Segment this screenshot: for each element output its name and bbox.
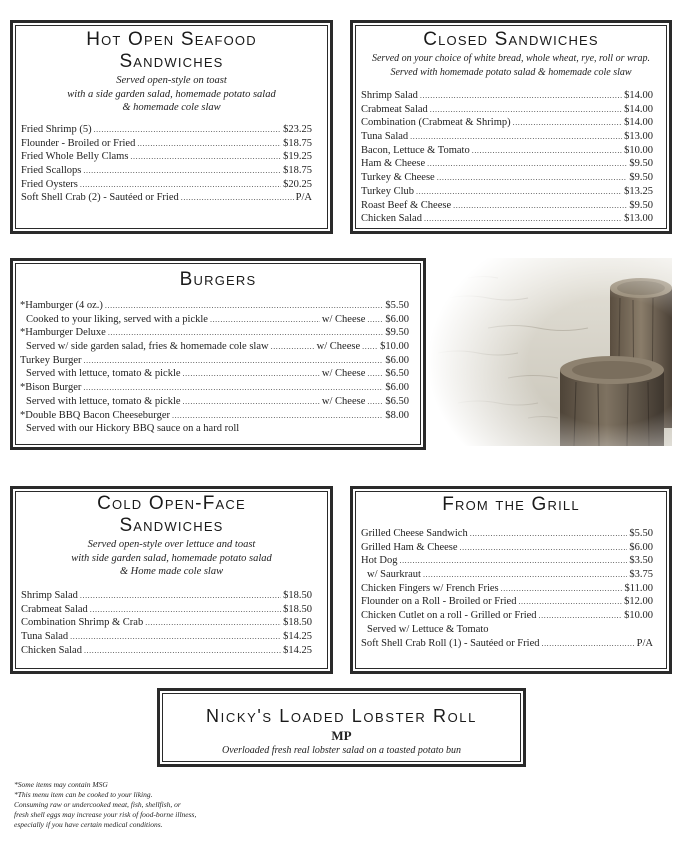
menu-item-price: $3.50	[629, 555, 653, 567]
section-subtitle: with side garden salad, homemade potato salad	[71, 552, 272, 564]
menu-item-name: Soft Shell Crab (2) - Sautéed or Fried	[21, 192, 179, 204]
footnote-line: especially if you have certain medical conditions.	[14, 820, 163, 829]
dot-leader	[501, 582, 623, 596]
menu-item-name: Served with lettuce, tomato & pickle	[26, 368, 181, 380]
dot-leader	[210, 313, 320, 327]
menu-item	[361, 103, 653, 117]
dot-leader	[367, 313, 383, 327]
menu-item-price: $18.50	[283, 590, 312, 601]
menu-item-list	[20, 299, 409, 436]
menu-item-name: Grilled Ham & Cheese	[361, 541, 458, 553]
dot-leader	[84, 354, 384, 368]
menu-item-price: $12.00	[624, 596, 653, 608]
menu-item-option: w/ Cheese	[316, 341, 361, 353]
menu-item	[20, 299, 409, 313]
menu-item-name: Fried Oysters	[21, 178, 78, 190]
menu-item-list	[21, 123, 312, 205]
menu-item	[21, 603, 312, 617]
menu-item-price: $11.00	[624, 582, 653, 594]
menu-item-price: $19.25	[283, 151, 312, 163]
dot-leader	[84, 644, 281, 658]
section-title: Sandwiches	[119, 51, 224, 72]
dot-leader	[424, 212, 622, 226]
menu-item	[361, 582, 653, 596]
menu-item-price: $18.75	[283, 137, 312, 149]
menu-item-price: $8.00	[385, 409, 409, 421]
menu-item	[361, 527, 653, 541]
menu-item	[361, 171, 653, 185]
menu-item-price: $13.25	[624, 185, 653, 197]
menu-item	[361, 212, 653, 226]
menu-item-name: Fried Shrimp (5)	[21, 124, 92, 135]
menu-item-price: $6.50	[385, 368, 409, 380]
menu-item-price: $14.00	[624, 103, 653, 115]
menu-item-name: Served with lettuce, tomato & pickle	[26, 395, 181, 407]
dot-leader	[420, 89, 622, 103]
menu-item-price: $9.50	[629, 172, 653, 184]
dot-leader	[541, 637, 634, 651]
section-subtitle: Served open-style on toast	[116, 75, 227, 86]
dot-leader	[460, 541, 628, 555]
dot-leader	[470, 527, 628, 541]
menu-item	[21, 150, 312, 164]
dot-leader	[137, 137, 281, 151]
dot-leader	[430, 103, 622, 117]
footnote-line: fresh shell eggs may increase your risk of food-borne illness,	[14, 810, 197, 819]
menu-item-price: $6.00	[385, 354, 409, 366]
menu-item-price: $13.00	[624, 131, 653, 143]
menu-item	[21, 137, 312, 151]
menu-item-name: Cooked to your liking, served with a pickle	[26, 313, 208, 325]
menu-item	[21, 616, 312, 630]
dot-leader	[427, 157, 627, 171]
menu-item-name: Chicken Salad	[21, 644, 82, 656]
menu-item-price: $9.50	[385, 327, 409, 339]
menu-item	[361, 185, 653, 199]
menu-item-name: Flounder - Broiled or Fried	[21, 137, 136, 149]
menu-item-price: $6.00	[385, 382, 409, 394]
menu-item-name: Hot Dog	[361, 555, 398, 567]
menu-item-name: Chicken Cutlet on a roll - Grilled or Fried	[361, 610, 537, 622]
menu-item-name: Tuna Salad	[361, 131, 409, 143]
dot-leader	[183, 367, 320, 381]
menu-item-name: Served with our Hickory BBQ sauce on a hard roll	[26, 423, 240, 435]
menu-item-name: Crabmeat Salad	[361, 103, 428, 115]
menu-item-price: $10.00	[380, 341, 409, 353]
menu-item	[361, 609, 653, 623]
menu-item-name: Chicken Salad	[361, 213, 422, 225]
footnote-line: *This menu item can be cooked to your liking.	[14, 790, 153, 799]
menu-item-list	[361, 527, 653, 650]
menu-item-price: $13.00	[624, 213, 653, 225]
section-subtitle: Served on your choice of white bread, whole wheat, rye, roll or wrap.	[371, 53, 651, 64]
menu-item	[361, 541, 653, 555]
section-title: From the Grill	[442, 494, 580, 515]
menu-item	[21, 630, 312, 644]
menu-item	[20, 395, 409, 409]
menu-item	[21, 589, 312, 603]
menu-item	[361, 157, 653, 171]
dot-leader	[437, 171, 628, 185]
menu-item	[21, 644, 312, 658]
menu-item	[21, 191, 312, 205]
from-the-grill-section	[350, 486, 672, 674]
dot-leader	[108, 326, 384, 340]
menu-item-name: Combination (Crabmeat & Shrimp)	[361, 117, 511, 129]
section-title: Hot Open Seafood	[86, 29, 257, 50]
menu-item	[361, 116, 653, 130]
menu-item-price: P/A	[295, 192, 312, 204]
menu-item-price: $5.50	[385, 300, 409, 311]
cold-open-face-section	[10, 486, 333, 674]
section-subtitle: & Home made cole slaw	[119, 566, 224, 577]
menu-item-list	[361, 89, 653, 226]
menu-item-price: $6.50	[385, 395, 409, 407]
section-subtitle: with a side garden salad, homemade potato salad	[67, 88, 276, 100]
menu-item-name: Shrimp Salad	[361, 90, 418, 101]
menu-item-name: Turkey & Cheese	[361, 172, 435, 184]
dot-leader	[80, 589, 281, 603]
pilings-photo	[428, 258, 672, 446]
menu-item-name: Combination Shrimp & Crab	[21, 617, 144, 629]
menu-item-name: Chicken Fingers w/ French Fries	[361, 582, 499, 594]
dot-leader	[453, 199, 627, 213]
menu-item	[21, 164, 312, 178]
menu-item-name: Bacon, Lettuce & Tomato	[361, 144, 470, 156]
menu-item	[361, 130, 653, 144]
menu-item-name: Turkey Club	[361, 185, 414, 197]
dot-leader	[145, 616, 281, 630]
lobster-roll-section	[157, 688, 526, 767]
footnote-line: Consuming raw or undercooked meat, fish, shellfish, or	[14, 800, 181, 809]
dot-leader	[410, 130, 622, 144]
menu-item-price: $14.00	[624, 90, 653, 101]
menu-item	[361, 144, 653, 158]
dot-leader	[94, 123, 282, 137]
menu-item-name: Shrimp Salad	[21, 590, 78, 601]
dot-leader	[83, 381, 383, 395]
menu-item-price: $18.50	[283, 603, 312, 615]
menu-item-name: Served w/ Lettuce & Tomato	[367, 623, 489, 635]
burgers-section	[10, 258, 426, 450]
menu-item	[361, 568, 653, 582]
menu-item-list	[21, 589, 312, 657]
dot-leader	[183, 395, 320, 409]
dot-leader	[518, 595, 622, 609]
menu-item	[20, 313, 409, 327]
dot-leader	[472, 144, 622, 158]
dot-leader	[399, 554, 627, 568]
lobster-roll-price: MP	[331, 728, 352, 743]
menu-item	[361, 595, 653, 609]
menu-item-option: w/ Cheese	[321, 395, 366, 407]
menu-item-price: $23.25	[283, 124, 312, 135]
menu-item	[361, 89, 653, 103]
section-title: Nicky's Loaded Lobster Roll	[206, 706, 477, 726]
menu-item-name: Flounder on a Roll - Broiled or Fried	[361, 596, 517, 608]
menu-item-name: *Hamburger (4 oz.)	[20, 300, 103, 311]
menu-item	[20, 354, 409, 368]
menu-item-name: Ham & Cheese	[361, 158, 426, 170]
menu-item-name: Fried Whole Belly Clams	[21, 151, 129, 163]
menu-item-option: w/ Cheese	[321, 313, 366, 325]
section-subtitle: Served open-style over lettuce and toast	[87, 539, 256, 550]
menu-item-price: $6.00	[385, 313, 409, 325]
menu-item-name: Soft Shell Crab Roll (1) - Sautéed or Fried	[361, 637, 540, 649]
section-title: Closed Sandwiches	[423, 29, 599, 50]
dot-leader	[271, 340, 315, 354]
menu-item-name: Crabmeat Salad	[21, 603, 88, 615]
menu-item-name: Fried Scallops	[21, 165, 82, 177]
closed-sandwiches-section	[350, 20, 672, 234]
section-subtitle: & homemade cole slaw	[122, 102, 221, 113]
dot-leader	[80, 178, 281, 192]
menu-item-name: *Bison Burger	[20, 382, 82, 394]
menu-item-name: *Double BBQ Bacon Cheeseburger	[20, 409, 170, 421]
menu-item	[20, 409, 409, 423]
menu-item-name: w/ Saurkraut	[367, 569, 421, 581]
menu-item	[21, 123, 312, 137]
menu-item-price: $18.75	[283, 165, 312, 177]
menu-item-price: $14.25	[283, 631, 312, 643]
menu-item-option: w/ Cheese	[321, 368, 366, 380]
dot-leader	[513, 116, 623, 130]
section-title: Burgers	[179, 269, 257, 290]
menu-item-price: $20.25	[283, 178, 312, 190]
dot-leader	[90, 603, 281, 617]
menu-item-price: $9.50	[629, 158, 653, 170]
dot-leader	[423, 568, 627, 582]
dot-leader	[181, 191, 294, 205]
menu-item	[361, 554, 653, 568]
menu-item-price: $18.50	[283, 617, 312, 629]
section-subtitle: Served with homemade potato salad & homemade cole slaw	[390, 66, 632, 78]
menu-item-name: Tuna Salad	[21, 631, 69, 643]
dot-leader	[367, 395, 383, 409]
dot-leader	[362, 340, 378, 354]
dot-leader	[130, 150, 281, 164]
menu-item-price: P/A	[636, 637, 653, 649]
menu-item-price: $6.00	[629, 541, 653, 553]
menu-item	[21, 178, 312, 192]
menu-item	[20, 326, 409, 340]
wooden-pilings-icon	[428, 258, 672, 446]
menu-item-price: $9.50	[629, 199, 653, 211]
menu-item-name: Roast Beef & Cheese	[361, 199, 452, 211]
dot-leader	[70, 630, 281, 644]
menu-item-name: *Hamburger Deluxe	[20, 327, 106, 339]
menu-item-name: Served w/ side garden salad, fries & homemade cole slaw	[26, 341, 269, 353]
hot-open-seafood-section	[10, 20, 333, 234]
menu-item-name: Grilled Cheese Sandwich	[361, 528, 468, 539]
dot-leader	[367, 367, 383, 381]
menu-item-price: $5.50	[629, 528, 653, 539]
section-subtitle: Overloaded fresh real lobster salad on a toasted potato bun	[222, 745, 461, 756]
menu-item-price: $14.00	[624, 117, 653, 129]
menu-item-price: $3.75	[629, 569, 653, 581]
menu-item-price: $10.00	[624, 144, 653, 156]
dot-leader	[83, 164, 281, 178]
section-title: Sandwiches	[119, 515, 224, 536]
dot-leader	[539, 609, 623, 623]
menu-item	[20, 367, 409, 381]
dot-leader	[105, 299, 383, 313]
menu-item	[361, 623, 653, 637]
dot-leader	[172, 409, 383, 423]
menu-item-price: $10.00	[624, 610, 653, 622]
menu-item	[20, 340, 409, 354]
menu-item	[20, 422, 409, 436]
dot-leader	[416, 185, 622, 199]
menu-item-price: $14.25	[283, 644, 312, 656]
menu-item	[361, 637, 653, 651]
footnote-line: *Some items may contain MSG	[14, 780, 108, 789]
menu-item-name: Turkey Burger	[20, 354, 82, 366]
section-title: Cold Open-Face	[97, 493, 246, 514]
menu-item	[361, 199, 653, 213]
footnotes	[14, 780, 196, 830]
menu-item	[20, 381, 409, 395]
